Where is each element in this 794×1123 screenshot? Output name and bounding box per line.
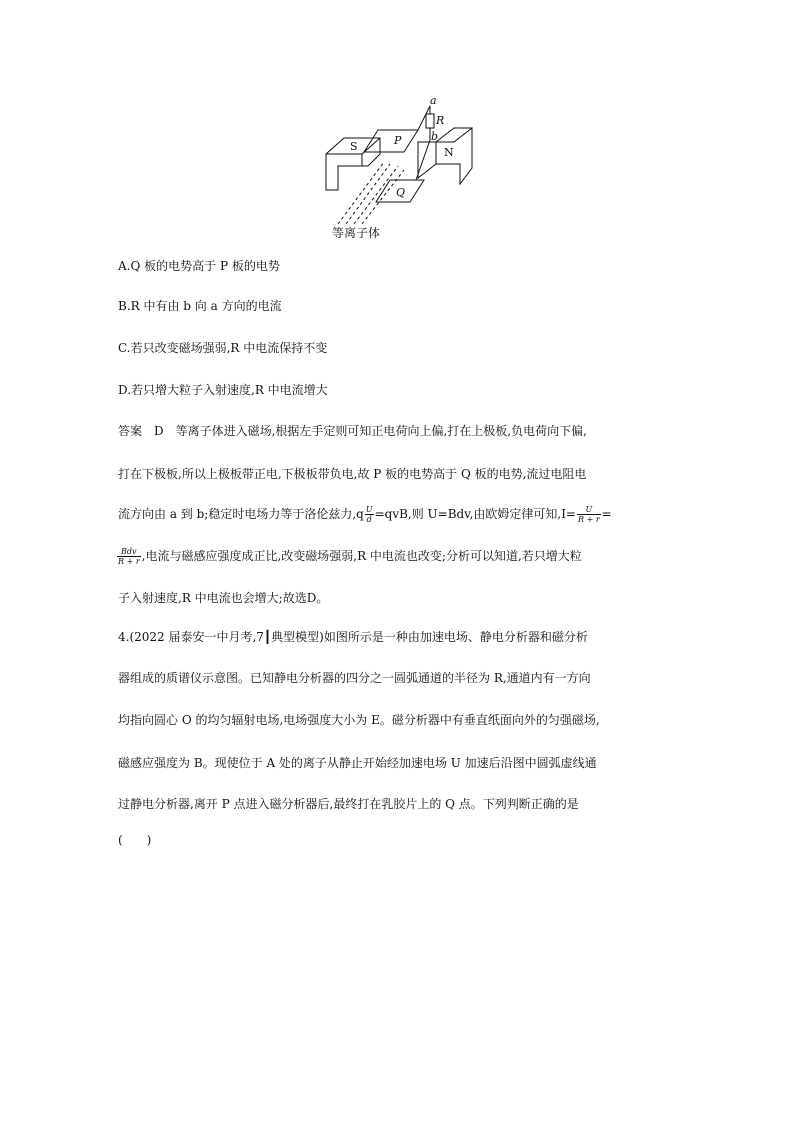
answer-line-3-part-c: = xyxy=(601,507,612,521)
answer-line-3-part-a: 流方向由 a 到 b;稳定时电场力等于洛伦兹力,q xyxy=(118,507,364,521)
figure-caption: 等离子体 xyxy=(332,226,381,240)
answer-line-2: 打在下极板,所以上极板带正电,下极板带负电,故 P 板的电势高于 Q 板的电势,流过电阻电 xyxy=(118,467,587,481)
label-a: a xyxy=(430,94,437,107)
label-S: S xyxy=(350,140,358,153)
fraction-u-over-r-plus-r xyxy=(577,505,601,524)
label-Q: Q xyxy=(396,186,406,199)
question4-line-2: 器组成的质谱仪示意图。已知静电分析器的四分之一圆弧通道的半径为 R,通道内有一方向 xyxy=(118,671,591,685)
fraction-bdv-over-r-plus-r xyxy=(117,547,141,566)
answer-bracket: ( ) xyxy=(118,833,152,847)
fraction-numerator: Bdv xyxy=(117,547,141,557)
label-R: R xyxy=(436,114,445,127)
question4-line-5: 过静电分析器,离开 P 点进入磁分析器后,最终打在乳胶片上的 Q 点。下列判断正确的是 xyxy=(118,797,579,811)
label-N: N xyxy=(444,146,454,159)
question4-line-3: 均指向圆心 O 的均匀辐射电场,电场强度大小为 E。磁分析器中有垂直纸面向外的匀强磁场, xyxy=(118,713,600,727)
answer-line-4-text: ,电流与磁感应强度成正比,改变磁场强弱,R 中电流也改变;分析可以知道,若只增大粒 xyxy=(141,549,582,563)
label-b: b xyxy=(431,130,439,143)
option-a: A.Q 板的电势高于 P 板的电势 xyxy=(118,259,280,273)
answer-line-4 xyxy=(116,542,582,570)
fraction-u-over-d xyxy=(365,505,374,524)
option-c: C.若只改变磁场强弱,R 中电流保持不变 xyxy=(118,341,328,355)
fraction-denominator: d xyxy=(366,515,372,524)
mhd-generator-figure xyxy=(318,92,478,242)
fraction-numerator: U xyxy=(577,505,601,515)
figure-diagram xyxy=(318,92,478,242)
answer-line-3 xyxy=(118,500,612,528)
fraction-numerator: U xyxy=(365,505,373,514)
answer-line-3-part-b: =qvB,则 U=Bdv,由欧姆定律可知,I= xyxy=(374,507,576,521)
answer-line-5: 子入射速度,R 中电流也会增大;故选D。 xyxy=(118,591,329,605)
fraction-denominator: R + r xyxy=(118,557,140,566)
label-P: P xyxy=(394,134,402,147)
question4-line-1: 4.(2022 届泰安一中月考,7┃典型模型)如图所示是一种由加速电场、静电分析器和磁分析 xyxy=(118,630,588,644)
option-d: D.若只增大粒子入射速度,R 中电流增大 xyxy=(118,383,328,397)
fraction-denominator: R + r xyxy=(578,515,600,524)
question4-line-4: 磁感应强度为 B。现使位于 A 处的离子从静止开始经加速电场 U 加速后沿图中圆弧虚线通 xyxy=(118,756,597,770)
answer-line-1: 答案 D 等离子体进入磁场,根据左手定则可知正电荷向上偏,打在上极板,负电荷向下偏, xyxy=(118,424,587,438)
option-b: B.R 中有由 b 向 a 方向的电流 xyxy=(118,299,282,313)
